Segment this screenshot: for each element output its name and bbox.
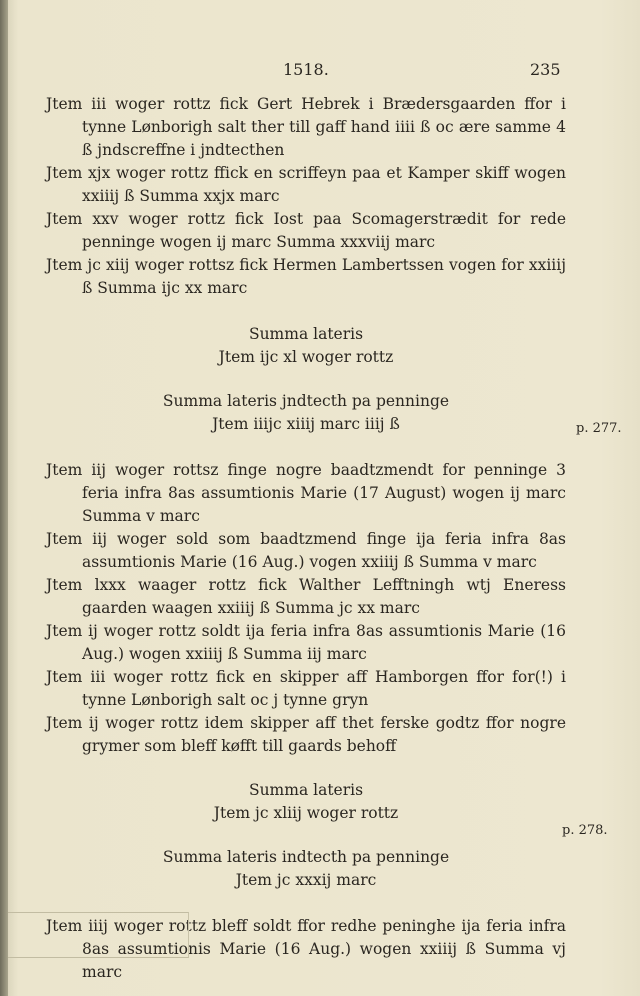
summa-lateris-total: Jtem jc xliij woger rottz (213, 804, 399, 822)
summa-lateris-heading: Summa lateris (248, 325, 364, 343)
summa-lateris-total: Jtem ijc xl woger rottz (218, 348, 394, 366)
entry: Jtem iii woger rottz fick Gert Hebrek i Brædersgaarden ffor i tynne Lønborigh salt ther till gaff hand iiii ß oc ære samme 4 ß jndscreffne i jndtecthen (46, 95, 566, 159)
entry: Jtem ij woger rottz idem skipper aff thet ferske godtz ffor nogre grymer som bleff køfft till gaards behoff (46, 714, 566, 755)
entry: Jtem iij woger rottsz finge nogre baadtzmendt for penninge 3 feria infra 8as assumtionis Marie (17 August) wogen ij marc Summa v marc (46, 461, 566, 525)
book-binding-edge (0, 0, 8, 996)
entry: Jtem iiij woger rottz bleff soldt ffor redhe peninghe ija feria infra 8as assumtionis Marie (16 Aug.) wogen xxiiij ß Summa vj marc (46, 917, 566, 981)
entry: Jtem jc xiij woger rottsz fick Hermen Lambertssen vogen for xxiiij ß Summa ijc xx marc (46, 256, 566, 297)
summa-penninge-heading: Summa lateris jndtecth pa penninge (162, 392, 450, 410)
entry: Jtem xxv woger rottz fick Iost paa Scomagerstrædit for rede penninge wogen ij marc Summa xxxviij marc (46, 210, 566, 251)
library-stamp-mark (8, 912, 189, 958)
page-header (0, 60, 640, 84)
summa-lateris-heading: Summa lateris (248, 781, 364, 799)
summa-penninge-total: Jtem jc xxxij marc (235, 871, 377, 889)
margin-page-reference: p. 277. (576, 421, 622, 436)
document-body (46, 93, 566, 984)
summa-penninge-total: Jtem iiijc xiiij marc iiij ß (212, 415, 400, 433)
header-year: 1518. (283, 60, 329, 79)
page-number: 235 (530, 60, 561, 79)
summa-penninge-heading: Summa lateris indtecth pa penninge (162, 848, 450, 866)
entry: Jtem lxxx waager rottz fick Walther Lefftningh wtj Eneress gaarden waagen xxiiij ß Summa jc xx marc (46, 576, 566, 617)
entry: Jtem xjx woger rottz ffick en scriffeyn paa et Kamper skiff wogen xxiiij ß Summa xxjx marc (46, 164, 566, 205)
entry: Jtem iij woger sold som baadtzmend finge ija feria infra 8as assumtionis Marie (16 Aug.) vogen xxiiij ß Summa v marc (46, 530, 566, 571)
entry: Jtem iii woger rottz fick en skipper aff Hamborgen ffor for(!) i tynne Lønborigh salt oc j tynne gryn (46, 668, 566, 709)
margin-page-reference: p. 278. (562, 823, 608, 838)
entry: Jtem ij woger rottz soldt ija feria infra 8as assumtionis Marie (16 Aug.) wogen xxiiij ß Summa iij marc (46, 622, 566, 663)
